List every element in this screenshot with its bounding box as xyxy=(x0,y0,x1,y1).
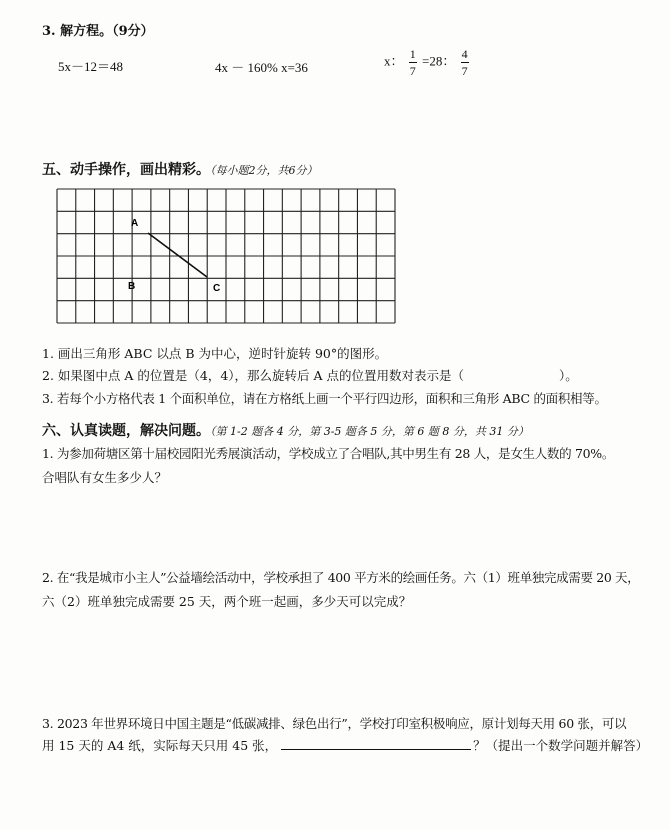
fraction-one-seventh: $\frac{1}{7}$ xyxy=(409,47,416,78)
equation-1: 5x－12＝48 xyxy=(58,59,124,74)
problem-1-line-2: 合唱队有女生多少人？ xyxy=(42,470,168,485)
section-6-title: 六、认真读题，解决问题。（第 1-2 题各 4 分，第 3-5 题各 5 分，第 6 题 8 分，共 31 分） xyxy=(42,423,529,439)
segment-ab xyxy=(148,233,207,277)
grid-paper[interactable] xyxy=(56,188,396,328)
point-label-c: C xyxy=(213,283,221,294)
equation-3-prefix: x： xyxy=(384,53,404,69)
section-5-item-3: 3. 若每个小方格代表 1 个面积单位，请在方格纸上画一个平行四边形，面积和三角形 ABC 的面积相等。 xyxy=(42,391,607,406)
equation-3 xyxy=(384,48,471,77)
problem-2-line-1: 2. 在“我是城市小主人”公益墙绘活动中，学校承担了 400 平方米的绘画任务。六（1）班单独完成需要 20 天， xyxy=(42,570,640,585)
grid-svg xyxy=(56,188,396,324)
problem-3-line-1: 3. 2023 年世界环境日中国主题是“低碳减排、绿色出行”，学校打印室积极响应，原计划每天用 60 张，可以 xyxy=(42,716,627,731)
section-5-title: 五、动手操作，画出精彩。（每小题2分，共6分） xyxy=(42,162,318,178)
problem-1-line-1: 1. 为参加荷塘区第十届校园阳光秀展演活动，学校成立了合唱队,其中男生有 28 人，是女生人数的 70%。 xyxy=(42,446,615,461)
section-5-item-2: 2. 如果图中点 A 的位置是（4，4），那么旋转后 A 点的位置用数对表示是（ ）。 xyxy=(42,368,578,383)
section-5-item-1: 1. 画出三角形 ABC 以点 B 为中心，逆时针旋转 90°的图形。 xyxy=(42,346,388,361)
problem-2-line-2: 六（2）班单独完成需要 25 天，两个班一起画，多少天可以完成？ xyxy=(42,594,412,609)
equation-3-mid: =28： xyxy=(422,53,456,69)
point-label-a: A xyxy=(131,218,139,229)
point-label-b: B xyxy=(128,281,136,292)
problem-3-line-2: 用 15 天的 A4 纸，实际每天只用 45 张， ？（提出一个数学问题并解答） xyxy=(42,738,649,753)
section-5-note: （每小题2分，共6分） xyxy=(210,164,318,177)
question-fill-line[interactable] xyxy=(281,737,471,750)
equation-2: 4x － 160% x=36 xyxy=(215,60,308,75)
section-6-note: （第 1-2 题各 4 分，第 3-5 题各 5 分，第 6 题 8 分，共 31 分） xyxy=(210,425,529,438)
question-3-title: 3. 解方程。（9分） xyxy=(42,24,154,39)
fraction-four-sevenths: $\frac{4}{7}$ xyxy=(461,47,468,78)
